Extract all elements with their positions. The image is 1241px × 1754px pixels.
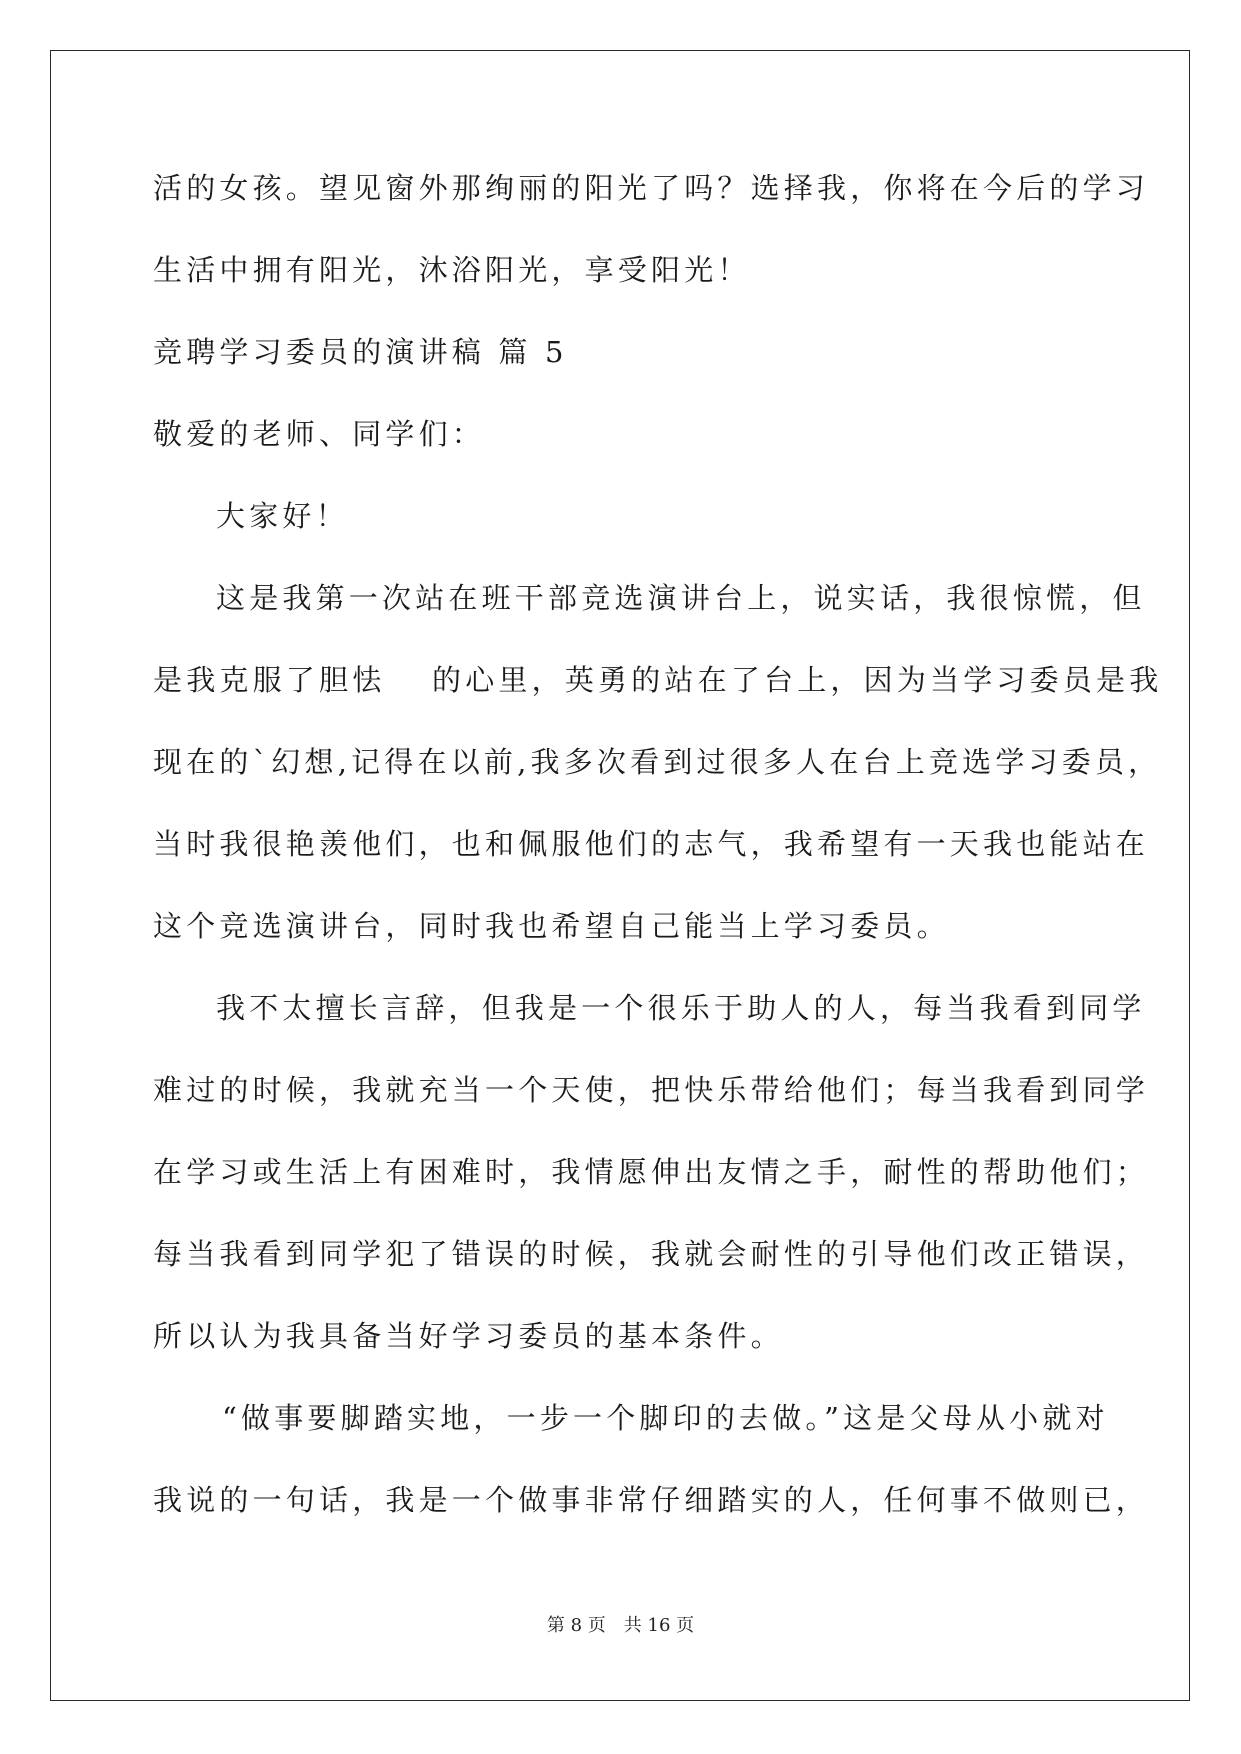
body-line: 当时我很艳羡他们，也和佩服他们的志气，我希望有一天我也能站在 (153, 827, 1150, 861)
body-line: 我说的一句话，我是一个做事非常仔细踏实的人，任何事不做则已， (153, 1483, 1150, 1517)
body-line: 在学习或生活上有困难时，我情愿伸出友情之手，耐性的帮助他们； (153, 1155, 1150, 1189)
body-line: 生活中拥有阳光，沐浴阳光，享受阳光！ (153, 253, 751, 287)
page-total: 共 16 页 (623, 1615, 695, 1636)
body-line: 所以认为我具备当好学习委员的基本条件。 (153, 1319, 784, 1353)
body-line: 活的女孩。望见窗外那绚丽的阳光了吗？选择我，你将在今后的学习 (153, 171, 1150, 205)
page-footer (0, 1615, 1241, 1637)
salutation: 敬爱的老师、同学们： (153, 417, 486, 451)
body-line: 现在的`幻想,记得在以前,我多次看到过很多人在台上竞选学习委员， (153, 745, 1162, 779)
paragraph-start: 这是我第一次站在班干部竞选演讲台上，说实话，我很惊慌，但 (216, 581, 1146, 615)
body-line: 是我克服了胆怯 的心里，英勇的站在了台上，因为当学习委员是我 (153, 663, 1163, 697)
body-line: 这个竞选演讲台，同时我也希望自己能当上学习委员。 (153, 909, 950, 943)
paragraph-start: 我不太擅长言辞，但我是一个很乐于助人的人，每当我看到同学 (216, 991, 1146, 1025)
body-line: 难过的时候，我就充当一个天使，把快乐带给他们；每当我看到同学 (153, 1073, 1150, 1107)
section-heading: 竞聘学习委员的演讲稿 篇 5 (153, 335, 568, 369)
body-line: 每当我看到同学犯了错误的时候，我就会耐性的引导他们改正错误， (153, 1237, 1150, 1271)
page-border (50, 50, 1190, 1701)
greeting: 大家好！ (216, 499, 349, 533)
page-number: 第 8 页 (546, 1615, 606, 1636)
paragraph-start: “做事要脚踏实地，一步一个脚印的去做。”这是父母从小就对 (222, 1401, 1109, 1435)
